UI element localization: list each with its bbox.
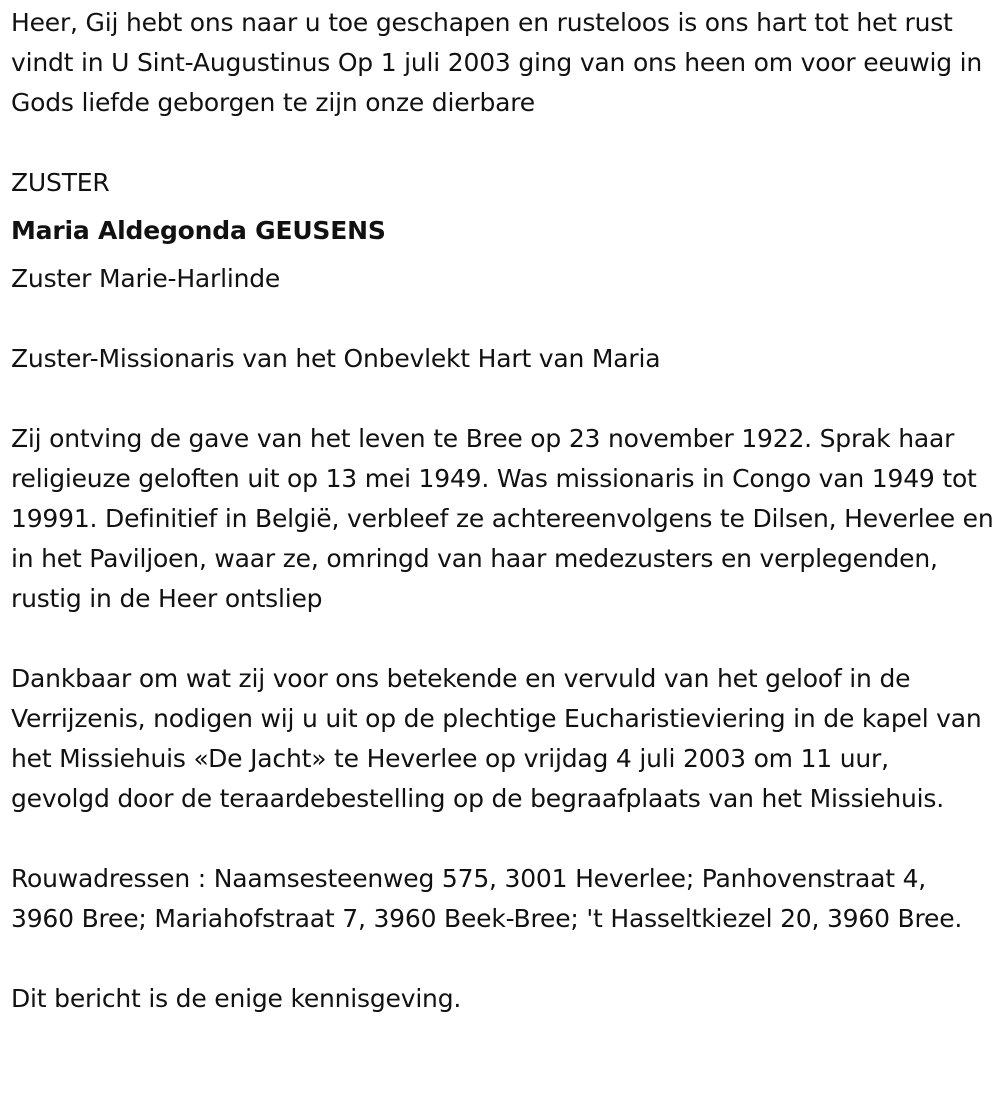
deceased-full-name: Maria Aldegonda GEUSENS	[11, 216, 386, 245]
invitation-paragraph: Dankbaar om wat zij voor ons betekende en vervuld van het geloof in de Verrijzenis, nodigen wij u uit op de plechtige Eucharistieviering in de kapel van het Missiehuis «De Jacht» te Heverlee op vrijdag 4 juli 2003 om 11 uur, gevolgd door de teraardebestelling op de begraafplaats van het Missiehuis.	[11, 664, 982, 813]
title-label: ZUSTER	[11, 168, 110, 197]
intro-paragraph: Heer, Gij hebt ons naar u toe geschapen en rusteloos is ons hart tot het rust vindt in U Sint-Augustinus Op 1 juli 2003 ging van ons heen om voor eeuwig in Gods liefde geborgen te zijn onze dierbare	[11, 8, 983, 117]
congregation-name: Zuster-Missionaris van het Onbevlekt Hart van Maria	[11, 344, 661, 373]
addresses-paragraph: Rouwadressen : Naamsesteenweg 575, 3001 Heverlee; Panhovenstraat 4, 3960 Bree; Mariahofstraat 7, 3960 Beek-Bree; 't Hasseltkiezel 20, 3960 Bree.	[11, 864, 963, 933]
religious-name: Zuster Marie-Harlinde	[11, 264, 281, 293]
notice-line: Dit bericht is de enige kennisgeving.	[11, 984, 462, 1013]
biography-paragraph: Zij ontving de gave van het leven te Bree op 23 november 1922. Sprak haar religieuze geloften uit op 13 mei 1949. Was missionaris in Congo van 1949 tot 19991. Definitief in België, verbleef ze achtereenvolgens te Dilsen, Heverlee en in het Paviljoen, waar ze, omringd van haar medezusters en verplegenden, rustig in de Heer ontsliep	[11, 424, 994, 613]
obituary-document	[11, 3, 995, 1019]
